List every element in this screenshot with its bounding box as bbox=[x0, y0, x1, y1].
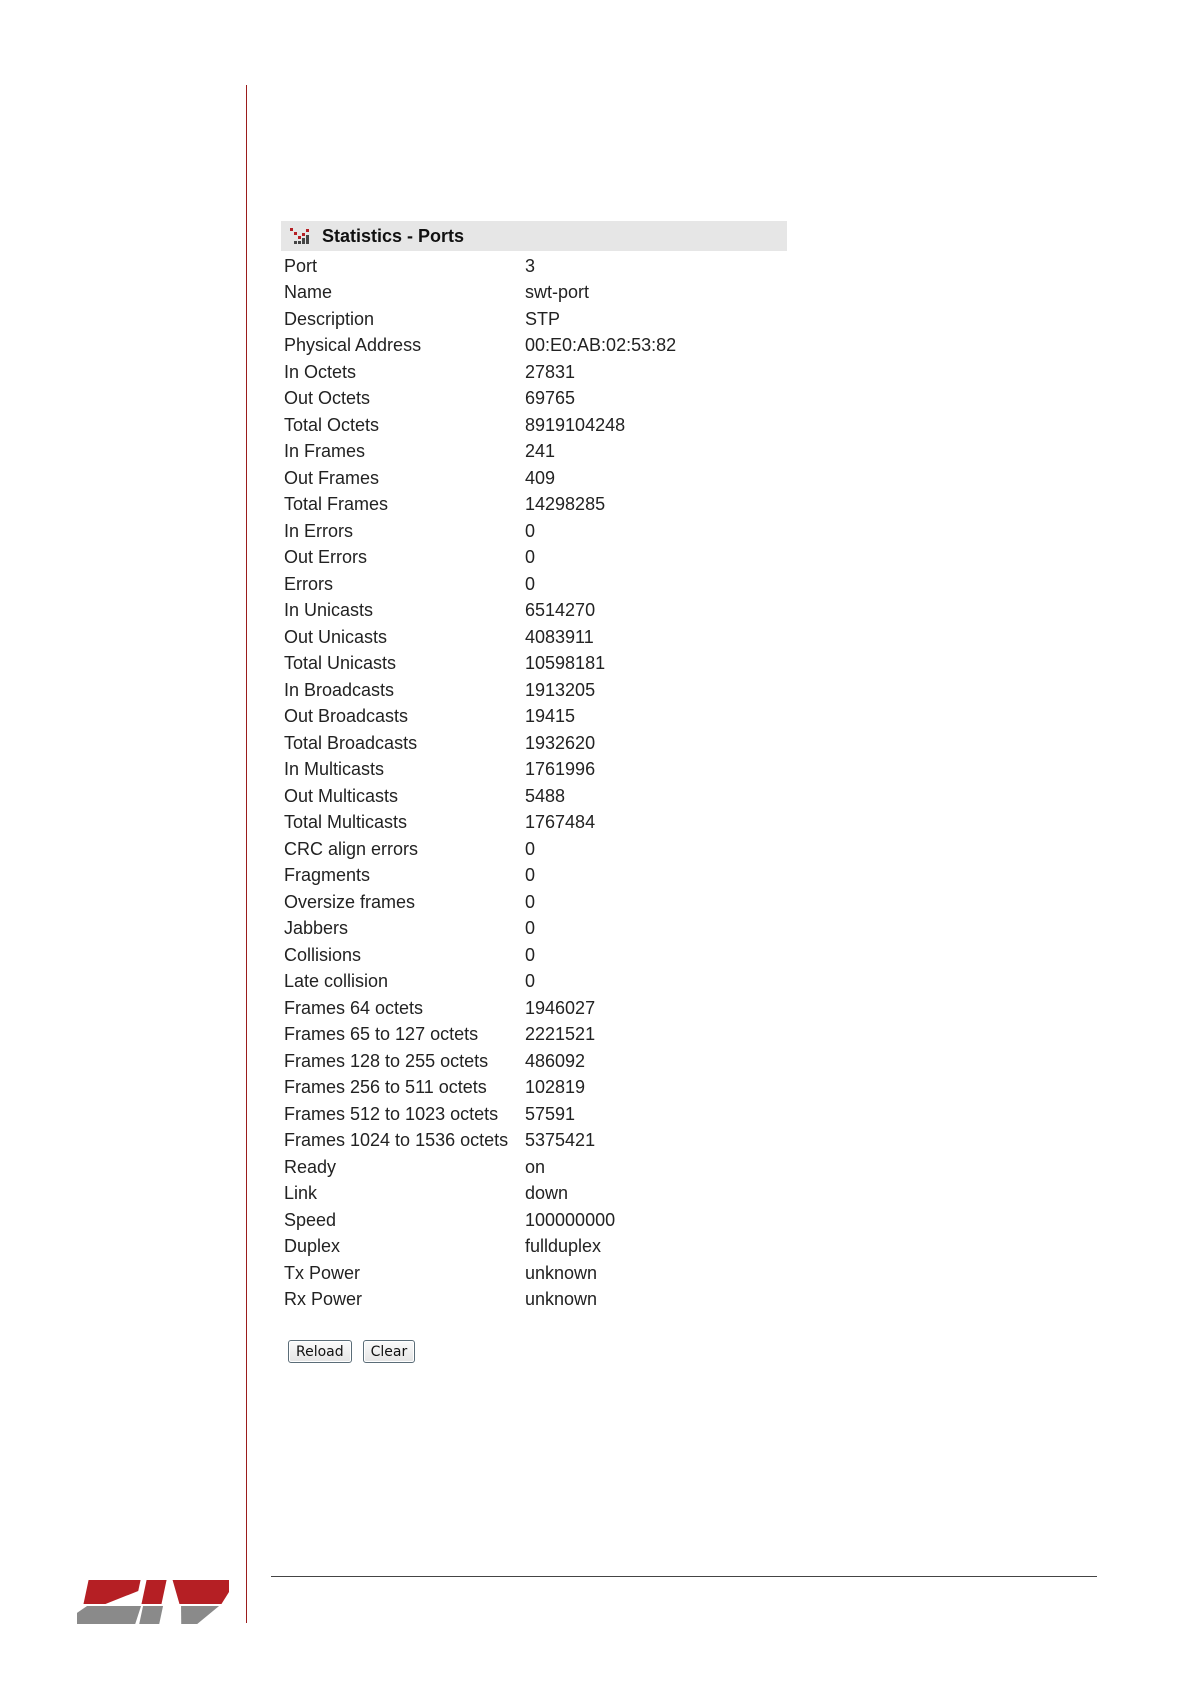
table-row bbox=[281, 704, 676, 731]
reload-button[interactable]: Reload bbox=[288, 1340, 352, 1363]
table-row bbox=[281, 439, 676, 466]
stat-label: Rx Power bbox=[284, 1289, 363, 1310]
stat-label: Frames 64 octets bbox=[284, 997, 424, 1018]
stat-label: In Errors bbox=[284, 520, 354, 541]
stat-value: 0 bbox=[525, 944, 536, 965]
stat-label: Total Frames bbox=[284, 494, 389, 515]
stat-value: unknown bbox=[525, 1289, 598, 1310]
stat-value: 0 bbox=[525, 865, 536, 886]
table-row bbox=[281, 280, 676, 307]
table-row bbox=[281, 1048, 676, 1075]
margin-rule bbox=[246, 85, 247, 1623]
stat-label: Tx Power bbox=[284, 1262, 361, 1283]
table-row bbox=[281, 889, 676, 916]
table-row bbox=[281, 1207, 676, 1234]
stat-label: Oversize frames bbox=[284, 891, 416, 912]
ziv-logo bbox=[77, 1578, 229, 1630]
table-row bbox=[281, 253, 676, 280]
table-row bbox=[281, 492, 676, 519]
stat-value: 5375421 bbox=[525, 1130, 596, 1151]
stat-value: 241 bbox=[525, 441, 556, 462]
stat-value: 0 bbox=[525, 971, 536, 992]
stat-value: 0 bbox=[525, 547, 536, 568]
stat-value: 100000000 bbox=[525, 1209, 616, 1230]
stat-label: Out Errors bbox=[284, 547, 368, 568]
table-row bbox=[281, 624, 676, 651]
table-row bbox=[281, 333, 676, 360]
stat-value: 0 bbox=[525, 918, 536, 939]
stat-label: Out Broadcasts bbox=[284, 706, 409, 727]
stat-value: STP bbox=[525, 308, 561, 329]
table-row bbox=[281, 1022, 676, 1049]
stat-value: 6514270 bbox=[525, 600, 596, 621]
table-row bbox=[281, 359, 676, 386]
stat-value: 4083911 bbox=[525, 626, 594, 647]
panel-title: Statistics - Ports bbox=[322, 225, 465, 246]
table-row bbox=[281, 995, 676, 1022]
table-row bbox=[281, 1181, 676, 1208]
stat-value: 409 bbox=[525, 467, 556, 488]
table-row bbox=[281, 1287, 676, 1314]
stat-label: Frames 256 to 511 octets bbox=[284, 1077, 487, 1098]
stat-label: In Frames bbox=[284, 441, 366, 462]
table-row bbox=[281, 1101, 676, 1128]
footer-rule bbox=[271, 1576, 1097, 1577]
table-row bbox=[281, 810, 676, 837]
stat-value: 00:E0:AB:02:53:82 bbox=[525, 335, 677, 356]
table-row bbox=[281, 651, 676, 678]
table-row bbox=[281, 386, 676, 413]
stat-value: down bbox=[525, 1183, 569, 1204]
table-row bbox=[281, 783, 676, 810]
stat-value: 10598181 bbox=[525, 653, 606, 674]
stat-label: Link bbox=[284, 1183, 318, 1204]
stat-value: 0 bbox=[525, 838, 536, 859]
table-row bbox=[281, 677, 676, 704]
stat-value: 57591 bbox=[525, 1103, 576, 1124]
stat-label: Frames 65 to 127 octets bbox=[284, 1024, 479, 1045]
table-row bbox=[281, 863, 676, 890]
stat-label: In Octets bbox=[284, 361, 357, 382]
table-row bbox=[281, 465, 676, 492]
stat-label: Total Broadcasts bbox=[284, 732, 418, 753]
stat-label: Physical Address bbox=[284, 335, 422, 356]
stat-label: Total Multicasts bbox=[284, 812, 408, 833]
stat-value: 1913205 bbox=[525, 679, 596, 700]
table-row bbox=[281, 598, 676, 625]
stat-label: In Multicasts bbox=[284, 759, 385, 780]
stat-value: 1767484 bbox=[525, 812, 596, 833]
table-row bbox=[281, 518, 676, 545]
table-row bbox=[281, 545, 676, 572]
stat-label: Out Frames bbox=[284, 467, 380, 488]
panel-header bbox=[281, 221, 787, 251]
stat-label: In Unicasts bbox=[284, 600, 374, 621]
stat-value: 8919104248 bbox=[525, 414, 626, 435]
stat-label: Frames 512 to 1023 octets bbox=[284, 1103, 499, 1124]
stat-label: Description bbox=[284, 308, 375, 329]
stat-value: 1932620 bbox=[525, 732, 596, 753]
stat-label: Jabbers bbox=[284, 918, 349, 939]
table-row bbox=[281, 757, 676, 784]
stat-value: swt-port bbox=[525, 282, 590, 303]
table-row bbox=[281, 969, 676, 996]
stat-value: 2221521 bbox=[525, 1024, 596, 1045]
stat-value: 27831 bbox=[525, 361, 576, 382]
stat-label: Total Octets bbox=[284, 414, 380, 435]
table-row bbox=[281, 836, 676, 863]
table-row bbox=[281, 1154, 676, 1181]
stat-label: Port bbox=[284, 255, 318, 276]
stat-label: In Broadcasts bbox=[284, 679, 395, 700]
stat-value: 19415 bbox=[525, 706, 576, 727]
stat-label: Frames 1024 to 1536 octets bbox=[284, 1130, 509, 1151]
stat-label: Out Octets bbox=[284, 388, 371, 409]
table-row bbox=[281, 730, 676, 757]
stat-label: Frames 128 to 255 octets bbox=[284, 1050, 489, 1071]
clear-button[interactable]: Clear bbox=[363, 1340, 416, 1363]
statistics-panel bbox=[281, 221, 787, 1313]
stat-label: Duplex bbox=[284, 1236, 341, 1257]
table-row bbox=[281, 1128, 676, 1155]
stat-value: 486092 bbox=[525, 1050, 586, 1071]
stat-label: CRC align errors bbox=[284, 838, 419, 859]
stat-value: 0 bbox=[525, 520, 536, 541]
stat-value: 14298285 bbox=[525, 494, 606, 515]
stat-value: 1761996 bbox=[525, 759, 596, 780]
stat-label: Collisions bbox=[284, 944, 362, 965]
statistics-chart-icon bbox=[289, 226, 311, 246]
stat-label: Late collision bbox=[284, 971, 389, 992]
stat-value: 69765 bbox=[525, 388, 576, 409]
stat-value: 0 bbox=[525, 891, 536, 912]
table-row bbox=[281, 1075, 676, 1102]
table-row bbox=[281, 412, 676, 439]
stat-label: Ready bbox=[284, 1156, 337, 1177]
stat-label: Speed bbox=[284, 1209, 337, 1230]
statistics-table bbox=[281, 253, 676, 1313]
stat-value: 0 bbox=[525, 573, 536, 594]
table-row bbox=[281, 916, 676, 943]
table-row bbox=[281, 571, 676, 598]
stat-label: Errors bbox=[284, 573, 333, 594]
stat-label: Out Unicasts bbox=[284, 626, 388, 647]
stat-value: 5488 bbox=[525, 785, 566, 806]
table-row bbox=[281, 1260, 676, 1287]
stat-label: Out Multicasts bbox=[284, 785, 399, 806]
stat-label: Name bbox=[284, 282, 333, 303]
stat-value: fullduplex bbox=[525, 1236, 602, 1257]
table-row bbox=[281, 306, 676, 333]
stat-value: on bbox=[525, 1156, 546, 1177]
table-row bbox=[281, 1234, 676, 1261]
stat-value: unknown bbox=[525, 1262, 598, 1283]
stat-value: 3 bbox=[525, 255, 536, 276]
stat-label: Fragments bbox=[284, 865, 371, 886]
table-row bbox=[281, 942, 676, 969]
stat-value: 1946027 bbox=[525, 997, 596, 1018]
stat-value: 102819 bbox=[525, 1077, 586, 1098]
stat-label: Total Unicasts bbox=[284, 653, 397, 674]
button-bar bbox=[288, 1340, 415, 1363]
